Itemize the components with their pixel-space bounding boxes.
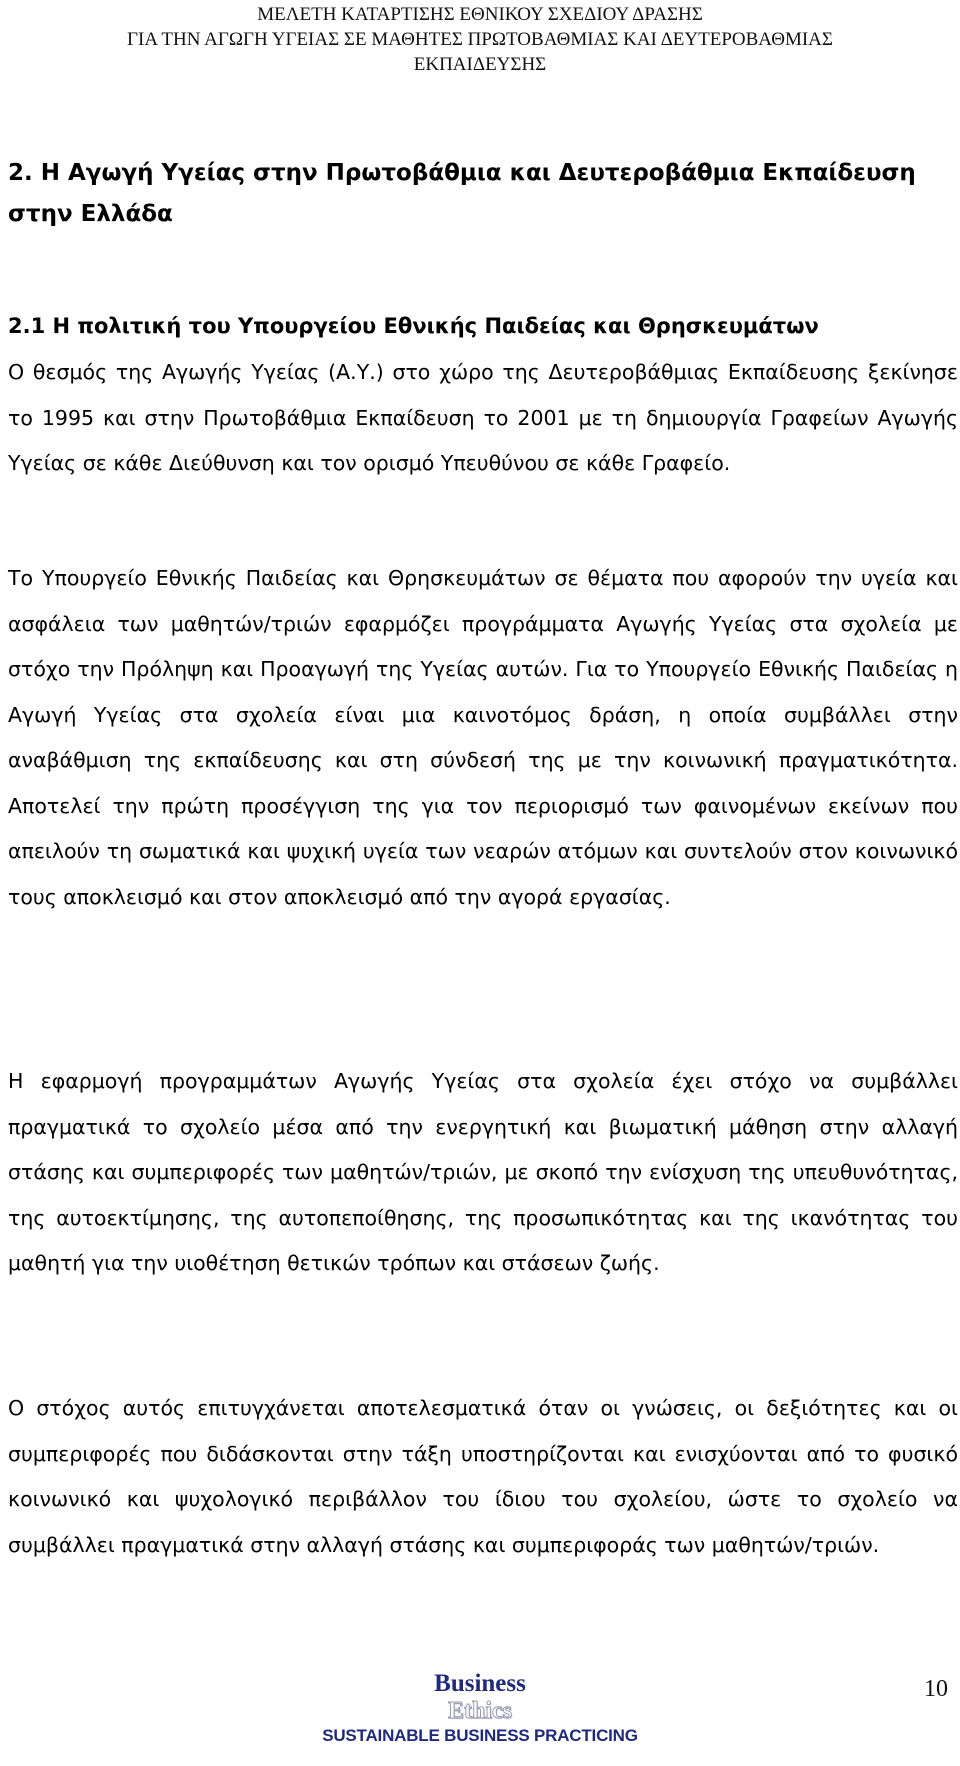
header-line-1: ΜΕΛΕΤΗ ΚΑΤΑΡΤΙΣΗΣ ΕΘΝΙΚΟΥ ΣΧΕΔΙΟΥ ΔΡΑΣΗΣ bbox=[257, 4, 703, 25]
logo-business-text: Business bbox=[434, 1670, 526, 1697]
page-number: 10 bbox=[924, 1676, 948, 1702]
subsection-title: 2.1 Η πολιτική του Υπουργείου Εθνικής Παιδείας και Θρησκευμάτων bbox=[8, 314, 819, 338]
logo-tagline: SUSTAINABLE BUSINESS PRACTICING bbox=[322, 1726, 638, 1745]
logo-ethics-text: Ethics bbox=[447, 1698, 512, 1724]
running-header bbox=[0, 2, 960, 77]
paragraph-2: Το Υπουργείο Εθνικής Παιδείας και Θρησκευμάτων σε θέματα που αφορούν την υγεία και ασφάλεια των μαθητών/τριών εφαρμόζει προγράμματα Αγωγής Υγείας στα σχολεία με στόχο την Πρόληψη και Προαγωγή της Υγείας αυτών. Για το Υπουργείο Εθνικής Παιδείας η Αγωγή Υγείας στα σχολεία είναι μια καινοτόμος δράση, η οποία συμβάλλει στην αναβάθμιση της εκπαίδευσης και στη σύνδεσή της με την κοινωνική πραγματικότητα. Αποτελεί την πρώτη προσέγγιση της για τον περιορισμό των φαινομένων εκείνων που απειλούν τη σωματικά και ψυχική υγεία των νεαρών ατόμων και συντελούν στον κοινωνικό τους αποκλεισμό και στον αποκλεισμό από την αγορά εργασίας. bbox=[8, 566, 958, 909]
paragraph-1: Ο θεσμός της Αγωγής Υγείας (Α.Υ.) στο χώρο της Δευτεροβάθμιας Εκπαίδευσης ξεκίνησε το 1995 και στην Πρωτοβάθμια Εκπαίδευση το 2001 με τη δημιουργία Γραφείων Αγωγής Υγείας σε κάθε Διεύθυνση και τον ορισμό Υπευθύνου σε κάθε Γραφείο. bbox=[8, 360, 958, 475]
section-title: 2. Η Αγωγή Υγείας στην Πρωτοβάθμια και Δευτεροβάθμια Εκπαίδευση στην Ελλάδα bbox=[8, 160, 916, 227]
business-ethics-logo bbox=[310, 1670, 650, 1748]
paragraph-3: Η εφαρμογή προγραμμάτων Αγωγής Υγείας στα σχολεία έχει στόχο να συμβάλλει πραγματικά το σχολείο μέσα από την ενεργητική και βιωματική μάθηση στην αλλαγή στάσης και συμπεριφορές των μαθητών/τριών, με σκοπό την ενίσχυση της υπευθυνότητας, της αυτοεκτίμησης, της αυτοπεποίθησης, της προσωπικότητας και της ικανότητας του μαθητή για την υιοθέτηση θετικών τρόπων και στάσεων ζωής. bbox=[8, 1069, 958, 1275]
paragraph-4: Ο στόχος αυτός επιτυγχάνεται αποτελεσματικά όταν οι γνώσεις, οι δεξιότητες και οι συμπεριφορές που διδάσκονται στην τάξη υποστηρίζονται και ενισχύονται από το φυσικό κοινωνικό και ψυχολογικό περιβάλλον του ίδιου του σχολείου, ώστε το σχολείο να συμβάλλει πραγματικά στην αλλαγή στάσης και συμπεριφοράς των μαθητών/τριών. bbox=[8, 1396, 958, 1557]
header-line-2: ΓΙΑ ΤΗΝ ΑΓΩΓΗ ΥΓΕΙΑΣ ΣΕ ΜΑΘΗΤΕΣ ΠΡΩΤΟΒΑΘΜΙΑΣ ΚΑΙ ΔΕΥΤΕΡΟΒΑΘΜΙΑΣ bbox=[127, 29, 833, 50]
header-line-3: ΕΚΠΑΙΔΕΥΣΗΣ bbox=[413, 54, 547, 75]
